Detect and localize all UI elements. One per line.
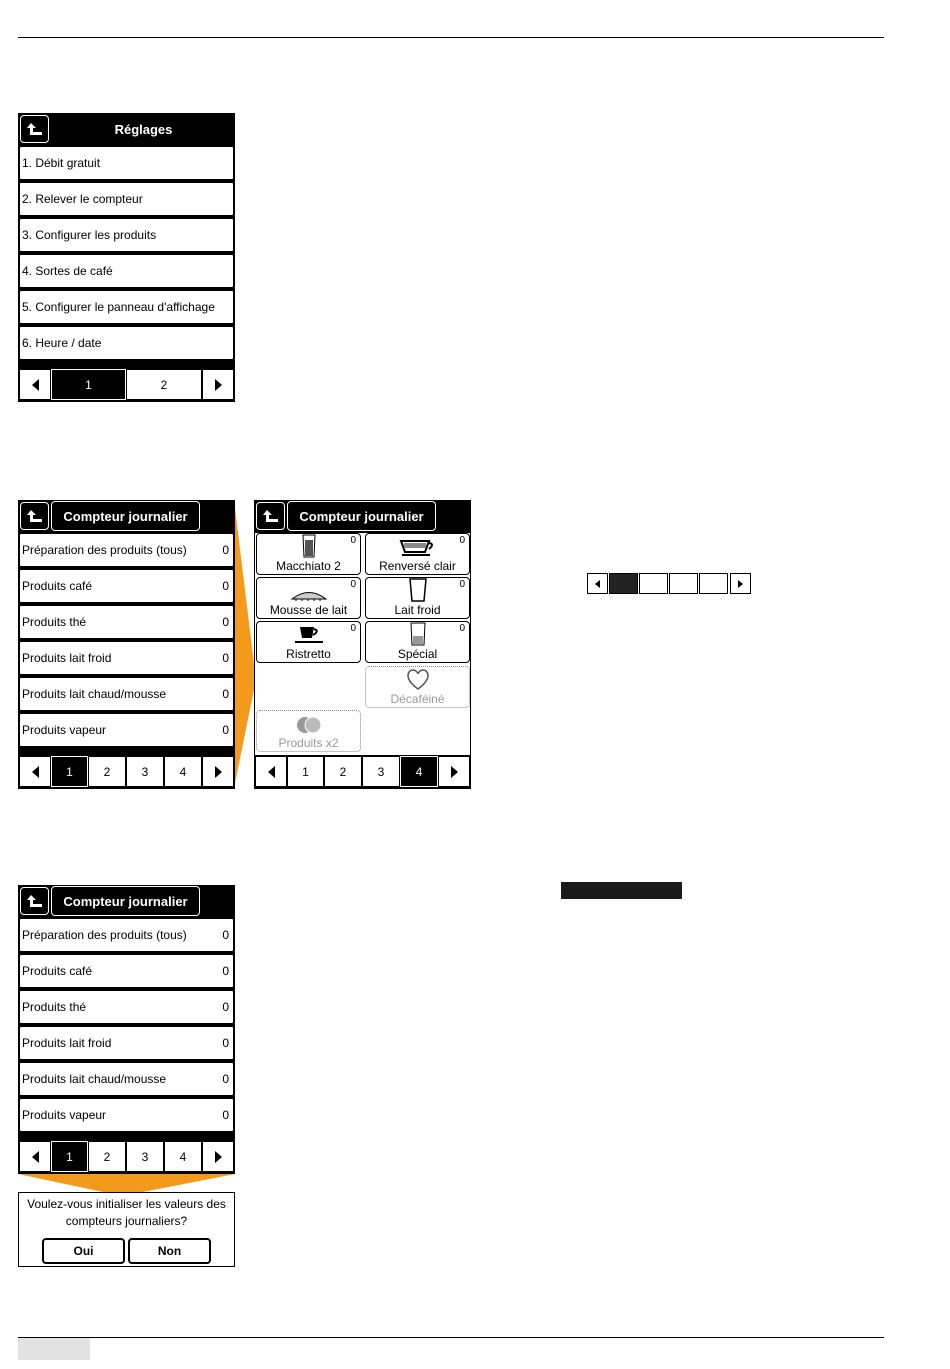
page-button[interactable]: 2 xyxy=(324,756,362,787)
next-page-button[interactable] xyxy=(202,369,234,400)
menu-item[interactable]: 6. Heure / date xyxy=(19,326,234,360)
chevron-right-icon xyxy=(215,766,222,778)
page-button[interactable]: 1 xyxy=(51,369,126,400)
page-button[interactable]: 3 xyxy=(362,756,400,787)
mini-page xyxy=(699,573,728,594)
foam-icon xyxy=(290,588,328,602)
counter-row: Produits vapeur 0 xyxy=(19,1098,234,1132)
chevron-left-icon xyxy=(32,766,39,778)
back-button[interactable] xyxy=(20,887,49,915)
product-counter-screen xyxy=(254,500,471,789)
back-arrow-icon xyxy=(262,509,280,523)
daily-counter-reset-screen xyxy=(18,885,235,1174)
counter-row: Produits café 0 xyxy=(19,954,234,988)
no-button[interactable]: Non xyxy=(128,1238,211,1264)
chevron-right-icon xyxy=(215,379,222,391)
back-arrow-icon xyxy=(26,509,44,523)
back-arrow-icon xyxy=(26,122,44,136)
page-button[interactable]: 1 xyxy=(287,756,324,787)
counter-row: Produits lait froid 0 xyxy=(19,641,234,675)
page-button[interactable]: 4 xyxy=(164,1141,202,1172)
counter-row: Produits lait chaud/mousse 0 xyxy=(19,1062,234,1096)
yes-button[interactable]: Oui xyxy=(42,1238,125,1264)
pager xyxy=(18,368,235,401)
dialog-message: Voulez-vous initialiser les valeurs des compteurs journaliers? xyxy=(27,1197,226,1228)
prev-page-button[interactable] xyxy=(19,1141,51,1172)
product-tile-ristretto[interactable]: 0 Ristretto xyxy=(256,621,361,663)
prev-page-button[interactable] xyxy=(19,756,51,787)
back-button[interactable] xyxy=(256,502,285,530)
page-button[interactable]: 2 xyxy=(88,756,126,787)
page-title: Compteur journalier xyxy=(51,501,200,531)
glass-icon xyxy=(409,578,427,602)
mini-page xyxy=(669,573,698,594)
back-arrow-icon xyxy=(26,894,44,908)
next-page-button[interactable] xyxy=(202,1141,234,1172)
back-button[interactable] xyxy=(20,502,49,530)
pager xyxy=(254,755,471,788)
page-button[interactable]: 2 xyxy=(126,369,202,400)
glass-icon xyxy=(410,622,426,646)
prev-page-button[interactable] xyxy=(19,369,51,400)
counter-row: Produits vapeur 0 xyxy=(19,713,234,747)
glass-icon xyxy=(302,534,316,558)
settings-screen xyxy=(18,113,235,402)
page-button[interactable]: 2 xyxy=(88,1141,126,1172)
bowl-icon xyxy=(399,538,437,558)
menu-item[interactable]: 5. Configurer le panneau d'affichage xyxy=(19,290,234,324)
bottom-rule xyxy=(18,1337,884,1338)
product-tile-produits-x2[interactable]: Produits x2 xyxy=(256,710,361,752)
page-button[interactable]: 4 xyxy=(164,756,202,787)
daily-counter-screen xyxy=(18,500,235,789)
mini-bar-illustration xyxy=(561,882,682,899)
mini-page-active xyxy=(609,573,638,594)
counter-row: Produits café 0 xyxy=(19,569,234,603)
counter-row: Produits lait chaud/mousse 0 xyxy=(19,677,234,711)
page-title: Compteur journalier xyxy=(51,886,200,916)
menu-item[interactable]: 1. Débit gratuit xyxy=(19,146,234,180)
pager xyxy=(18,755,235,788)
product-tile-lait-froid[interactable]: 0 Lait froid xyxy=(365,577,470,619)
settings-header xyxy=(18,113,235,146)
orange-dialog-pointer xyxy=(18,1174,235,1194)
menu-item[interactable]: 3. Configurer les produits xyxy=(19,218,234,252)
counter-row: Préparation des produits (tous) 0 xyxy=(19,918,234,952)
counter-row: Préparation des produits (tous) 0 xyxy=(19,533,234,567)
top-rule xyxy=(18,37,884,38)
heart-icon xyxy=(405,669,431,691)
product-tile-renverse[interactable]: 0 Renversé clair xyxy=(365,533,470,575)
page-title: Réglages xyxy=(114,122,173,137)
back-button[interactable] xyxy=(20,115,49,143)
chevron-left-icon xyxy=(32,1151,39,1163)
page-title: Compteur journalier xyxy=(287,501,436,531)
page-button[interactable]: 4 xyxy=(400,756,438,787)
mini-page xyxy=(639,573,668,594)
menu-item[interactable]: 4. Sortes de café xyxy=(19,254,234,288)
mini-prev-button xyxy=(587,573,608,594)
counter-header xyxy=(18,500,235,533)
next-page-button[interactable] xyxy=(202,756,234,787)
product-tile-decafeine[interactable]: Décaféiné xyxy=(365,666,470,708)
pager xyxy=(18,1140,235,1173)
chevron-left-icon xyxy=(32,379,39,391)
prev-page-button[interactable] xyxy=(255,756,287,787)
page-button[interactable]: 3 xyxy=(126,1141,164,1172)
product-tile-macchiato[interactable]: 0 Macchiato 2 xyxy=(256,533,361,575)
next-page-button[interactable] xyxy=(438,756,470,787)
cup-icon xyxy=(293,626,325,646)
chevron-right-icon xyxy=(215,1151,222,1163)
chevron-left-icon xyxy=(595,580,600,588)
footer-tab xyxy=(18,1338,90,1360)
mini-next-button xyxy=(730,573,751,594)
product-tile-special[interactable]: 0 Spécial xyxy=(365,621,470,663)
counter-row: Produits thé 0 xyxy=(19,605,234,639)
chevron-left-icon xyxy=(268,766,275,778)
counter-header xyxy=(18,885,235,918)
chevron-right-icon xyxy=(738,580,743,588)
product-header xyxy=(254,500,471,533)
counter-row: Produits thé 0 xyxy=(19,990,234,1024)
page-button[interactable]: 3 xyxy=(126,756,164,787)
product-tile-mousse[interactable]: 0 Mousse de lait xyxy=(256,577,361,619)
page-button[interactable]: 1 xyxy=(51,1141,88,1172)
reset-confirm-dialog xyxy=(18,1192,235,1267)
page-button[interactable]: 1 xyxy=(51,756,88,787)
counter-row: Produits lait froid 0 xyxy=(19,1026,234,1060)
chevron-right-icon xyxy=(451,766,458,778)
double-cup-icon xyxy=(293,715,325,735)
menu-item[interactable]: 2. Relever le compteur xyxy=(19,182,234,216)
